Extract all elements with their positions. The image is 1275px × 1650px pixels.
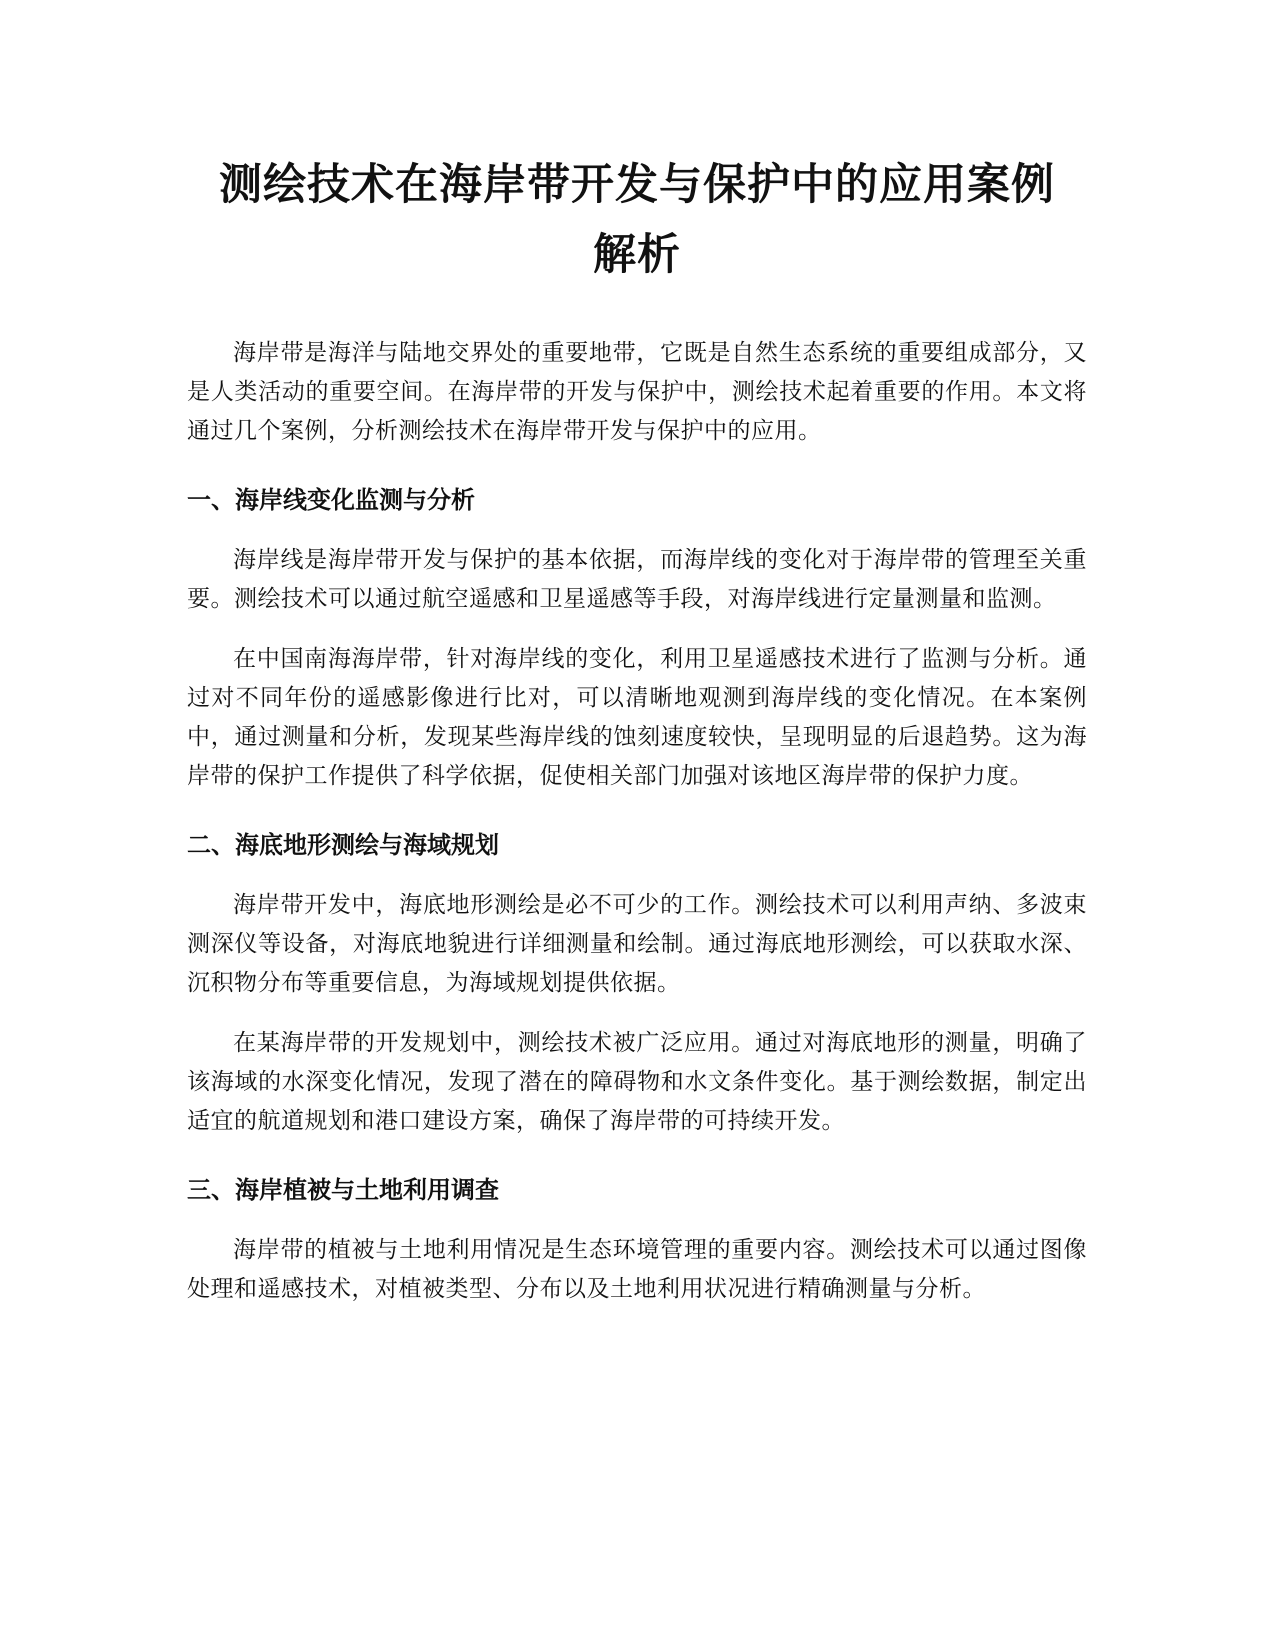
intro-section (187, 334, 1087, 451)
section-heading: 一、海岸线变化监测与分析 (187, 486, 475, 514)
body-paragraph: 在中国南海海岸带，针对海岸线的变化，利用卫星遥感技术进行了监测与分析。通过对不同年份的遥感影像进行比对，可以清晰地观测到海岸线的变化情况。在本案例中，通过测量和分析，发现某些海岸线的蚀刻速度较快，呈现明显的后退趋势。这为海岸带的保护工作提供了科学依据，促使相关部门加强对该地区海岸带的保护力度。 (187, 646, 1087, 789)
title-line-1: 测绘技术在海岸带开发与保护中的应用案例 (219, 160, 1055, 210)
body-paragraph: 海岸线是海岸带开发与保护的基本依据，而海岸线的变化对于海岸带的管理至关重要。测绘技术可以通过航空遥感和卫星遥感等手段，对海岸线进行定量测量和监测。 (187, 547, 1087, 612)
body-paragraph: 海岸带的植被与土地利用情况是生态环境管理的重要内容。测绘技术可以通过图像处理和遥感技术，对植被类型、分布以及土地利用状况进行精确测量与分析。 (187, 1237, 1087, 1302)
intro-paragraph: 海岸带是海洋与陆地交界处的重要地带，它既是自然生态系统的重要组成部分，又是人类活动的重要空间。在海岸带的开发与保护中，测绘技术起着重要的作用。本文将通过几个案例，分析测绘技术在海岸带开发与保护中的应用。 (187, 340, 1087, 444)
title-line-2: 解析 (593, 230, 681, 280)
body-paragraph: 海岸带开发中，海底地形测绘是必不可少的工作。测绘技术可以利用声纳、多波束测深仪等设备，对海底地貌进行详细测量和绘制。通过海底地形测绘，可以获取水深、沉积物分布等重要信息，为海域规划提供依据。 (187, 892, 1087, 996)
section-seabed-mapping (187, 828, 1087, 1141)
document-title (187, 150, 1087, 290)
body-paragraph: 在某海岸带的开发规划中，测绘技术被广泛应用。通过对海底地形的测量，明确了该海域的水深变化情况，发现了潜在的障碍物和水文条件变化。基于测绘数据，制定出适宜的航道规划和港口建设方案，确保了海岸带的可持续开发。 (187, 1030, 1087, 1134)
section-coastline-monitoring (187, 483, 1087, 796)
section-heading: 三、海岸植被与土地利用调查 (187, 1176, 499, 1204)
section-vegetation-landuse (187, 1173, 1087, 1309)
document-body (187, 150, 1087, 1309)
section-heading: 二、海底地形测绘与海域规划 (187, 831, 499, 859)
